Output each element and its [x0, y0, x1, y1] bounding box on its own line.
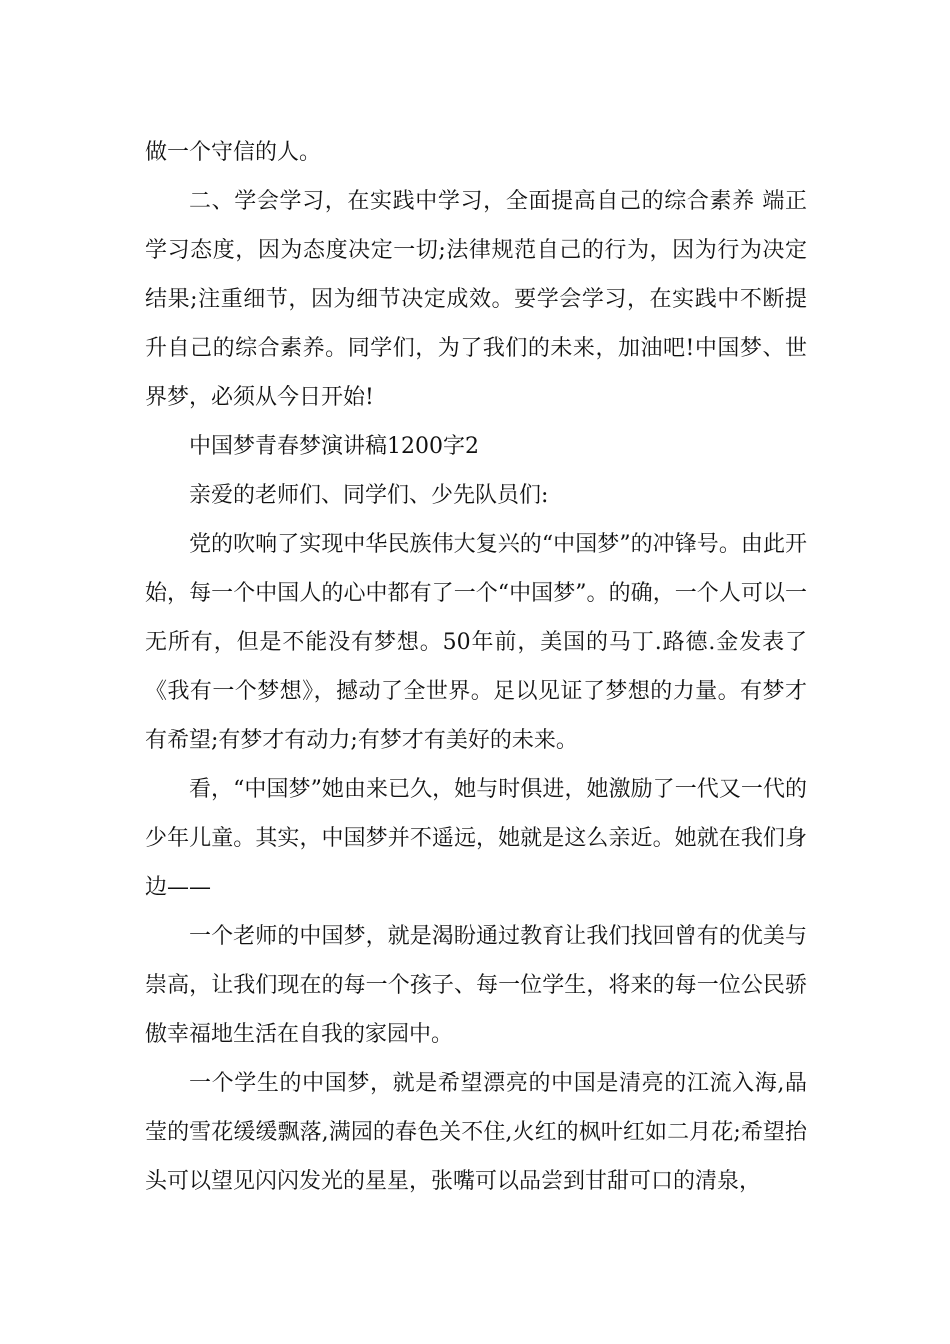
paragraph-1: 做一个守信的人。: [145, 140, 322, 165]
paragraph-6: 看，“中国梦”她由来已久，她与时俱进，她激励了一代又一代的少年儿童。其实，中国梦并不遥远，她就是这么亲近。她就在我们身边——: [145, 777, 807, 900]
salutation: 亲爱的老师们、同学们、少先队员们:: [189, 483, 549, 508]
paragraph-8: 一个学生的中国梦，就是希望漂亮的中国是清亮的江流入海,晶莹的雪花缓缓飘落,满园的春色关不住,火红的枫叶红如二月花;希望抬头可以望见闪闪发光的星星，张嘴可以品尝到甘甜可口的清泉，: [145, 1071, 807, 1194]
document-body: [145, 128, 807, 1206]
paragraph-2: 二、学会学习，在实践中学习，全面提高自己的综合素养 端正学习态度，因为态度决定一切;法律规范自己的行为，因为行为决定结果;注重细节，因为细节决定成效。要学会学习，在实践中不断提升自己的综合素养。同学们，为了我们的未来，加油吧!中国梦、世界梦，必须从今日开始!: [145, 189, 807, 410]
paragraph-5: 党的吹响了实现中华民族伟大复兴的“中国梦”的冲锋号。由此开始，每一个中国人的心中都有了一个“中国梦”。的确，一个人可以一无所有，但是不能没有梦想。50年前，美国的马丁.路德.金发表了《我有一个梦想》，撼动了全世界。足以见证了梦想的力量。有梦才有希望;有梦才有动力;有梦才有美好的未来。: [145, 532, 807, 753]
section-heading: 中国梦青春梦演讲稿1200字2: [189, 434, 479, 459]
paragraph-7: 一个老师的中国梦，就是渴盼通过教育让我们找回曾有的优美与崇高，让我们现在的每一个孩子、每一位学生，将来的每一位公民骄傲幸福地生活在自我的家园中。: [145, 924, 807, 1047]
